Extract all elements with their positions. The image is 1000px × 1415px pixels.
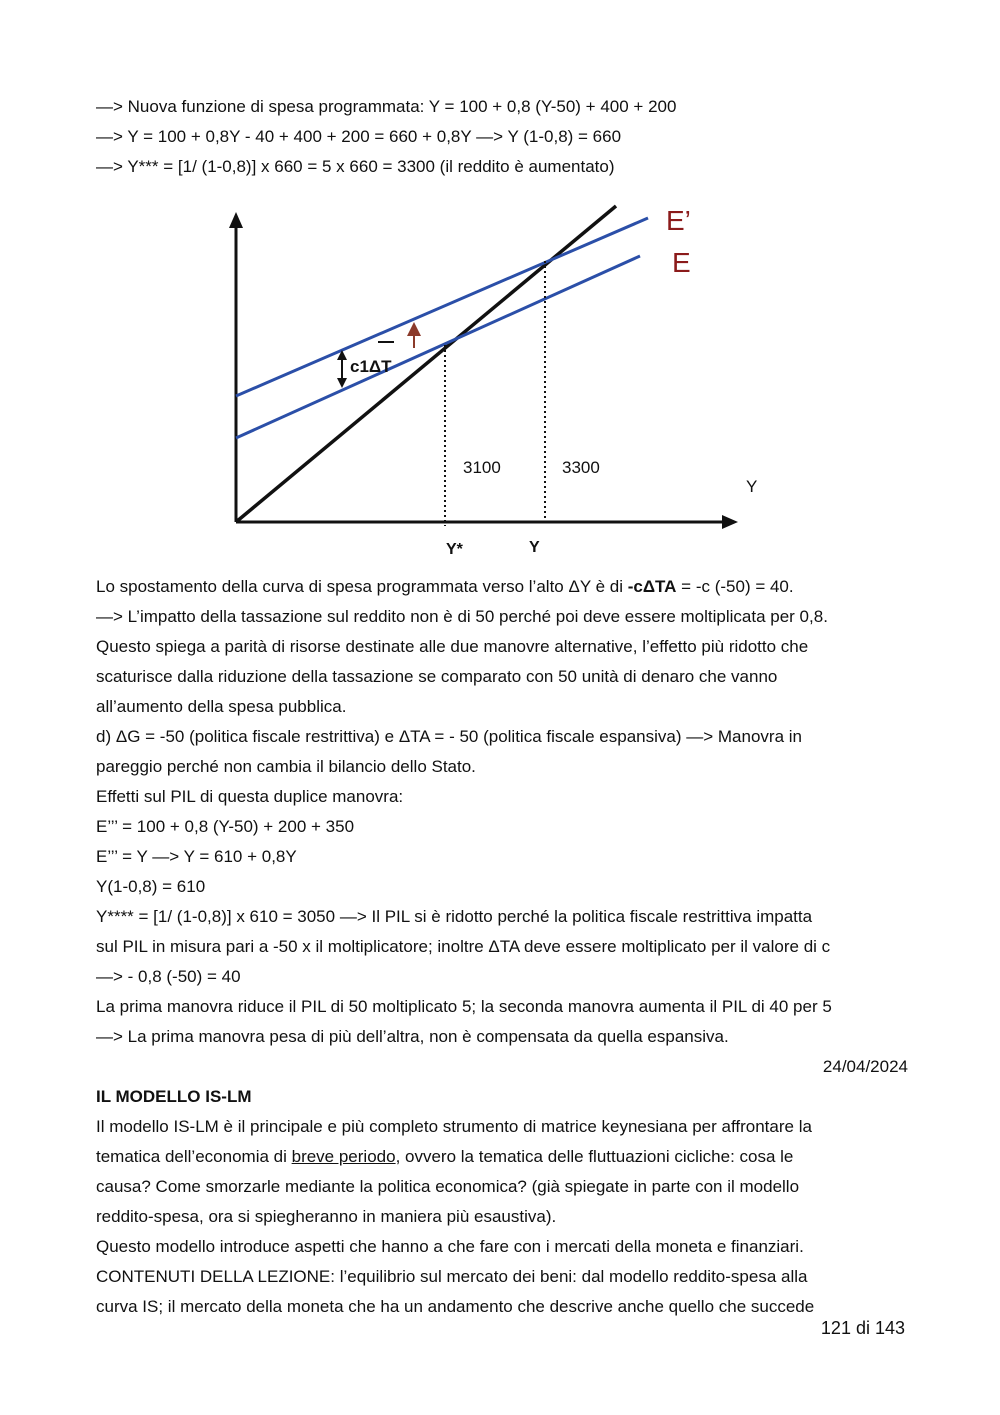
- text-fragment: , ovvero la tematica delle fluttuazioni cicliche: cosa le: [395, 1147, 794, 1166]
- text-line-p2: Questo modello introduce aspetti che hanno a che fare con i mercati della moneta e finanziari.: [96, 1237, 804, 1256]
- page-number: 121 di 143: [820, 1318, 905, 1338]
- text-line-10: E’’’ = Y —> Y = 610 + 0,8Y: [96, 847, 297, 866]
- label-y-star: Y*: [446, 541, 463, 558]
- label-e: E: [672, 247, 691, 278]
- text-line-12: Y**** = [1/ (1-0,8)] x 610 = 3050 —> Il PIL si è ridotto perché la politica fiscale restrittiva impatta: [96, 907, 813, 926]
- text-line-p1b: [96, 1142, 908, 1172]
- label-y-axis: Y: [746, 477, 758, 496]
- text-line-3: Questo spiega a parità di risorse destinate alle due manovre alternative, l’effetto più ridotto che: [96, 637, 809, 656]
- label-3300: 3300: [562, 458, 600, 477]
- label-delta-t: c1ΔT: [350, 357, 392, 376]
- text-line-p3b: curva IS; il mercato della moneta che ha un andamento che descrive anche quello che succede: [96, 1297, 815, 1316]
- text-bold: -cΔTA: [627, 577, 677, 596]
- text-fragment: tematica dell’economia di: [96, 1147, 292, 1166]
- text-line-6: d) ΔG = -50 (politica fiscale restrittiva) e ΔTA = - 50 (politica fiscale espansiva) —> Manovra in: [96, 727, 802, 746]
- line-45-degree: [236, 206, 616, 522]
- text-line-p3a: CONTENUTI DELLA LEZIONE: l’equilibrio sul mercato dei beni: dal modello reddito-spesa alla: [96, 1267, 808, 1286]
- text-line-5: all’aumento della spesa pubblica.: [96, 697, 347, 716]
- text-fragment: = -c (-50) = 40.: [676, 577, 794, 596]
- label-e-prime: E’: [666, 205, 691, 236]
- date-stamp: 24/04/2024: [822, 1057, 908, 1076]
- shift-arrow-head: [407, 322, 421, 336]
- label-3100: 3100: [463, 458, 501, 477]
- text-line-8: Effetti sul PIL di questa duplice manovra:: [96, 787, 404, 806]
- equation-line-3: —> Y*** = [1/ (1-0,8)] x 660 = 5 x 660 = 3300 (il reddito è aumentato): [96, 157, 615, 176]
- text-line-14: —> - 0,8 (-50) = 40: [96, 967, 241, 986]
- equations-block: [96, 92, 916, 182]
- curve-e: [236, 256, 640, 438]
- text-line-2: —> L’impatto della tassazione sul reddito non è di 50 perché poi deve essere moltiplicata per 0,8.: [96, 607, 828, 626]
- diagram-svg: [220, 196, 780, 566]
- text-line-p1a: Il modello IS-LM è il principale e più completo strumento di matrice keynesiana per affrontare la: [96, 1117, 812, 1136]
- vertical-axis-arrow: [229, 212, 243, 228]
- equation-line-2: —> Y = 100 + 0,8Y - 40 + 400 + 200 = 660 + 0,8Y —> Y (1-0,8) = 660: [96, 127, 622, 146]
- text-underlined: breve periodo: [291, 1147, 396, 1166]
- text-fragment: Lo spostamento della curva di spesa programmata verso l’alto ΔY è di: [96, 577, 628, 596]
- text-line-13: sul PIL in misura pari a -50 x il moltiplicatore; inoltre ΔTA deve essere moltiplicato per il valore di c: [96, 937, 831, 956]
- text-line-15: La prima manovra riduce il PIL di 50 moltiplicato 5; la seconda manovra aumenta il PIL di 40 per 5: [96, 997, 832, 1016]
- label-y-bottom: Y: [529, 539, 540, 556]
- body-text: [96, 572, 908, 1322]
- section-heading: IL MODELLO IS-LM: [96, 1087, 252, 1106]
- text-line-9: E’’’ = 100 + 0,8 (Y-50) + 200 + 350: [96, 817, 355, 836]
- delta-arrow-down: [337, 378, 347, 388]
- text-line-p1d: reddito-spesa, ora si spiegheranno in maniera più esaustiva).: [96, 1207, 557, 1226]
- curve-e-prime: [236, 218, 648, 396]
- text-line-1: [96, 572, 908, 602]
- income-expenditure-diagram: [220, 196, 780, 566]
- text-line-p1c: causa? Come smorzarle mediante la politica economica? (già spiegate in parte con il modello: [96, 1177, 800, 1196]
- text-line-7: pareggio perché non cambia il bilancio dello Stato.: [96, 757, 476, 776]
- equation-line-1: —> Nuova funzione di spesa programmata: Y = 100 + 0,8 (Y-50) + 400 + 200: [96, 97, 677, 116]
- horizontal-axis-arrow: [722, 515, 738, 529]
- text-line-4: scaturisce dalla riduzione della tassazione se comparato con 50 unità di denaro che vanno: [96, 667, 778, 686]
- text-line-16: —> La prima manovra pesa di più dell’altra, non è compensata da quella espansiva.: [96, 1027, 729, 1046]
- text-line-11: Y(1-0,8) = 610: [96, 877, 206, 896]
